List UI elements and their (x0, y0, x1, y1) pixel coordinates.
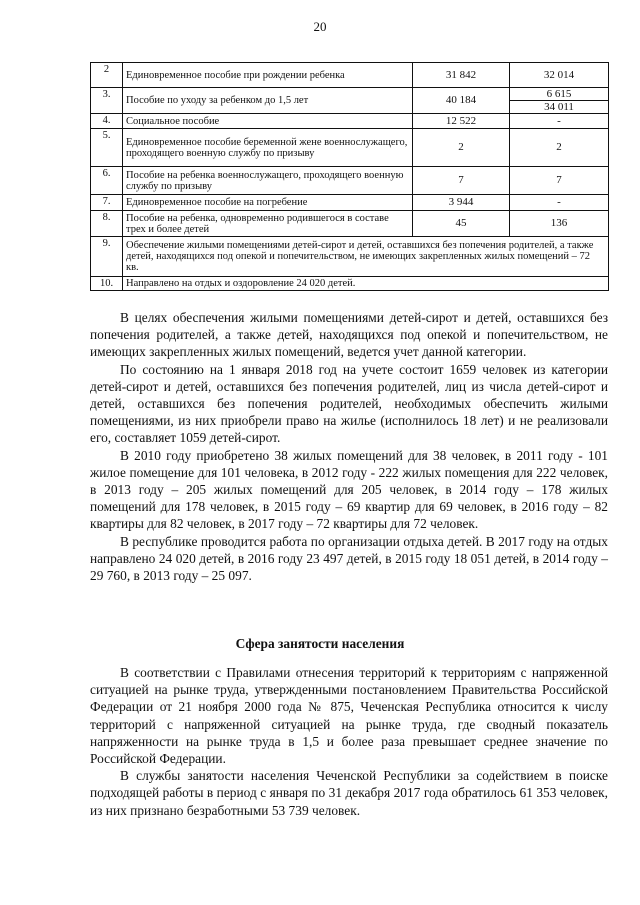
value-2018: 136 (510, 211, 609, 237)
paragraph-employment-rules: В соответствии с Правилами отнесения территорий к территориям с напряженной ситуацией на рынке труда, утвержденными постановлением Правительства Российской Федерации от 21 ноября 2000 года № 875, Чеченская Республика относится к числу территорий с напряженной ситуацией на рынке труда, где сводный показатель напряженности на рынке труда в 1,5 и более раза превышает среднее значение по Российской Федерации. (90, 665, 608, 767)
value-2017: 7 (413, 167, 510, 195)
table-row (91, 63, 609, 88)
row-label: Социальное пособие (123, 114, 413, 129)
value-2018: 7 (510, 167, 609, 195)
row-number: 9. (91, 237, 123, 277)
value-2018-part-2: 34 011 (510, 100, 608, 113)
value-2018-split (510, 88, 609, 114)
paragraph-registry: По состоянию на 1 января 2018 год на учете состоит 1659 человек из категории детей-сирот и детей, оставшихся без попечения родителей, лиц из числа детей-сирот и детей, оставшихся без попечения родителей, необходимых обеспечить жилыми помещениями, из них приобрели право на жилье (исполнилось 18 лет) и не реализовали его, составляет 1059 детей-сирот. (90, 361, 608, 446)
page-number: 20 (313, 19, 327, 34)
value-2017: 45 (413, 211, 510, 237)
paragraph-housing-years: В 2010 году приобретено 38 жилых помещений для 38 человек, в 2011 году - 101 жилое помещение для 101 человека, в 2012 году - 222 жилых помещения для 222 человек, в 2013 году – 205 жилых помещений для 205 человек, в 2014 году – 178 жилых помещений для 178 человек, в 2015 году – 69 квартир для 69 человек, в 2016 году – 82 квартиры для 82 человек, в 2017 году – 72 квартиры для 72 человек. (90, 447, 608, 532)
row-number: 10. (91, 277, 123, 291)
benefits-table (90, 62, 609, 291)
row-number: 7. (91, 195, 123, 211)
table-row (91, 167, 609, 195)
row-label: Пособие на ребенка, одновременно родившегося в составе трех и более детей (123, 211, 413, 237)
value-2017: 2 (413, 129, 510, 167)
value-2017: 12 522 (413, 114, 510, 129)
body-text (90, 309, 608, 584)
section-heading: Сфера занятости населения (235, 636, 405, 651)
paragraph-housing-intro: В целях обеспечения жилыми помещениями детей-сирот и детей, оставшихся без попечения родителей, а также детей, находящихся под опекой и попечительством, не имеющих закрепленных жилых помещений, ведется учет данной категории. (90, 310, 608, 360)
table-row (91, 88, 609, 114)
row-number: 4. (91, 114, 123, 129)
table-row (91, 237, 609, 277)
value-2017: 40 184 (413, 88, 510, 114)
row-label: Пособие на ребенка военнослужащего, проходящего военную службу по призыву (123, 167, 413, 195)
paragraph-recreation: В республике проводится работа по организации отдыха детей. В 2017 году на отдых направлено 24 020 детей, в 2016 году 23 497 детей, в 2015 году 18 051 детей, в 2014 году – 29 760, в 2013 году – 25 097. (90, 533, 608, 584)
value-2018: - (510, 195, 609, 211)
table-row (91, 211, 609, 237)
row-number: 8. (91, 211, 123, 237)
table-row (91, 114, 609, 129)
value-2017: 3 944 (413, 195, 510, 211)
row-number: 6. (91, 167, 123, 195)
row-label: Пособие по уходу за ребенком до 1,5 лет (123, 88, 413, 114)
value-2018: - (510, 114, 609, 129)
row-label: Обеспечение жилыми помещениями детей-сирот и детей, оставшихся без попечения родителей, а также детей, находящихся под опекой и попечительством, не имеющих закрепленных жилых помещений – 72 кв. (123, 237, 609, 277)
table-row (91, 277, 609, 291)
row-number: 3. (91, 88, 123, 114)
value-2018: 2 (510, 129, 609, 167)
table-row (91, 129, 609, 167)
row-number: 2 (91, 63, 123, 88)
row-label: Направлено на отдых и оздоровление 24 020 детей. (123, 277, 609, 291)
value-2018-part-1: 6 615 (546, 88, 572, 100)
value-2018: 32 014 (510, 63, 609, 88)
row-number: 5. (91, 129, 123, 167)
employment-text (90, 664, 608, 819)
paragraph-employment-stats: В службы занятости населения Чеченской Республики за содействием в поиске подходящей работы в период с января по 31 декабря 2017 года обратилось 61 353 человек, из них признано безработными 53 739 человек. (90, 768, 608, 818)
row-label: Единовременное пособие при рождении ребенка (123, 63, 413, 88)
row-label: Единовременное пособие на погребение (123, 195, 413, 211)
row-label: Единовременное пособие беременной жене военнослужащего, проходящего военную службу по призыву (123, 129, 413, 167)
value-2017: 31 842 (413, 63, 510, 88)
table-row (91, 195, 609, 211)
